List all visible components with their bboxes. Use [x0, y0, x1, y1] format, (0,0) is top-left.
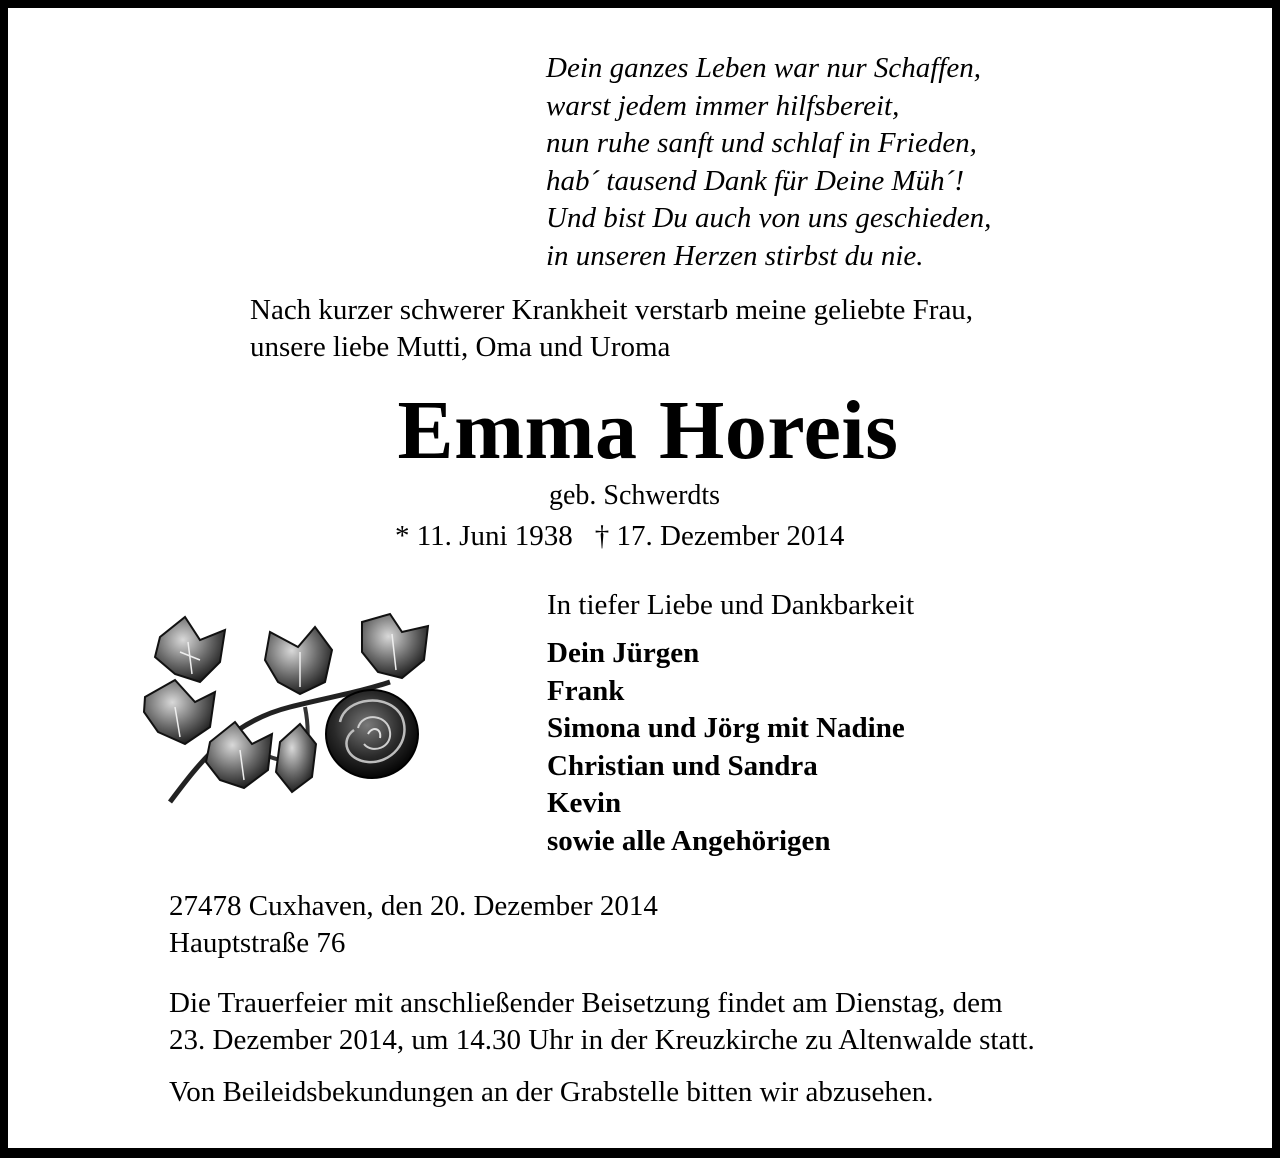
death-date: † 17. Dezember 2014	[594, 520, 845, 552]
maiden-name: geb. Schwerdts	[549, 480, 721, 511]
mourner-name: Kevin	[547, 787, 622, 820]
service-line: 23. Dezember 2014, um 14.30 Uhr in der Kreuzkirche zu Altenwalde statt.	[169, 1024, 1035, 1056]
poem-line: Und bist Du auch von uns geschieden,	[546, 202, 992, 235]
mourner-name: Christian und Sandra	[547, 749, 818, 782]
mourner-name: Simona und Jörg mit Nadine	[547, 712, 905, 745]
service-line: Die Trauerfeier mit anschließender Beisetzung findet am Dienstag, dem	[169, 987, 1003, 1019]
address-line: Hauptstraße 76	[169, 927, 346, 959]
poem-line: nun ruhe sanft und schlaf in Frieden,	[546, 127, 977, 160]
poem	[546, 50, 991, 276]
place-and-address	[169, 888, 658, 962]
poem-line: Dein ganzes Leben war nur Schaffen,	[546, 52, 981, 84]
poem-line: hab´ tausend Dank für Deine Müh´!	[546, 164, 964, 197]
intro-line: unsere liebe Mutti, Oma und Uroma	[250, 331, 671, 363]
intro-line: Nach kurzer schwerer Krankheit verstarb meine geliebte Frau,	[250, 294, 974, 326]
mourner-name: Dein Jürgen	[547, 637, 700, 669]
condolence-note: Von Beileidsbekundungen an der Grabstelle bitten wir abzusehen.	[169, 1076, 934, 1108]
closing-phrase: In tiefer Liebe und Dankbarkeit	[547, 589, 915, 621]
rose-with-ivy-illustration	[140, 612, 436, 822]
mourners-list	[547, 635, 905, 861]
mourner-name: Frank	[547, 674, 625, 707]
poem-line: in unseren Herzen stirbst du nie.	[546, 239, 924, 272]
mourner-name: sowie alle Angehörigen	[547, 824, 831, 857]
place-date-line: 27478 Cuxhaven, den 20. Dezember 2014	[169, 890, 658, 922]
funeral-service-notice	[169, 985, 1035, 1059]
poem-line: warst jedem immer hilfsbereit,	[546, 89, 900, 122]
intro-text	[250, 292, 973, 366]
birth-date: * 11. Juni 1938	[395, 520, 573, 552]
life-dates	[395, 517, 844, 555]
deceased-name: Emma Horeis	[397, 384, 899, 477]
